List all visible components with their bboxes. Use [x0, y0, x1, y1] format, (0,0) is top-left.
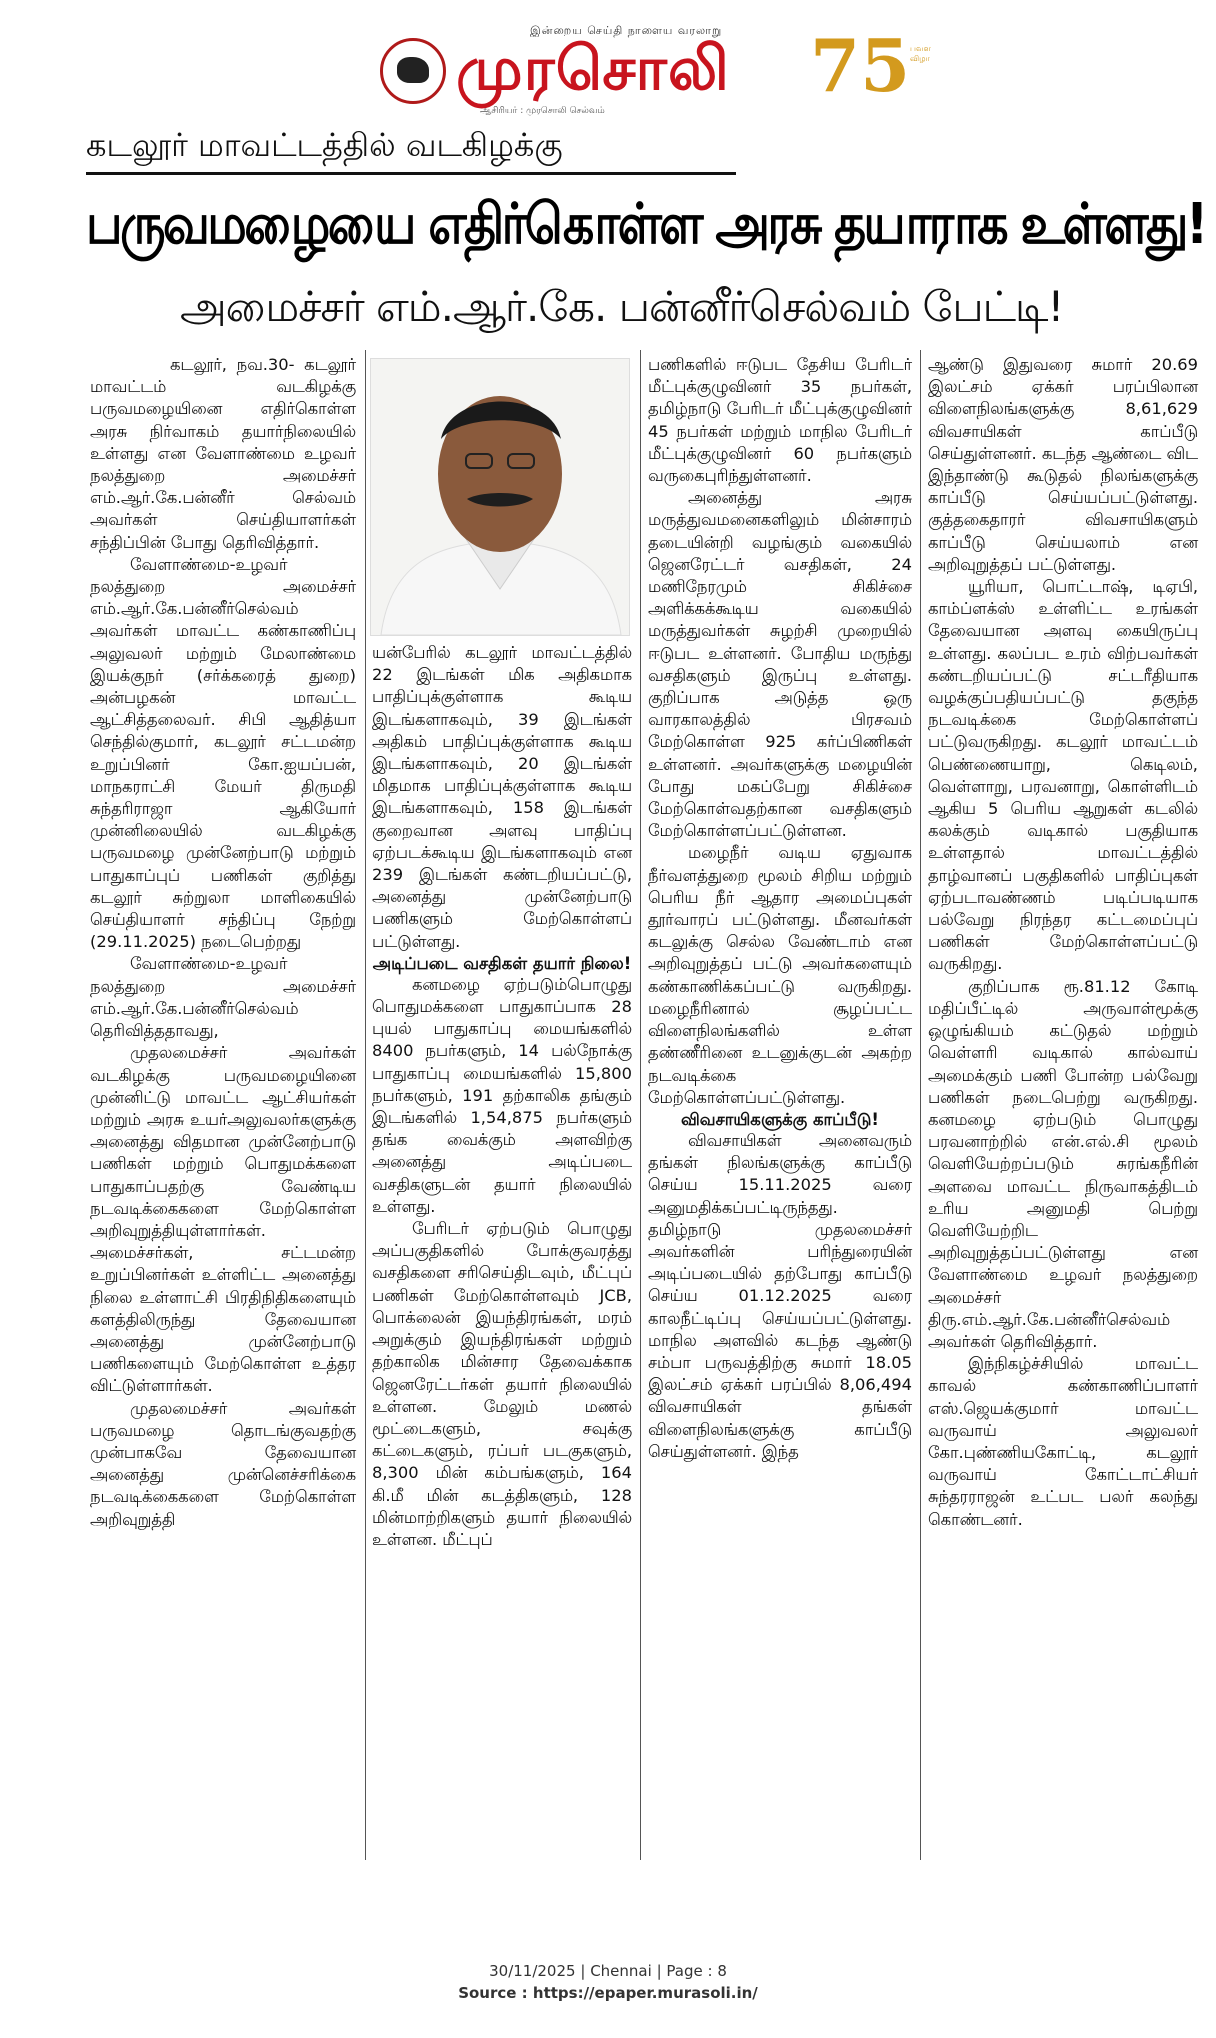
- column-divider: [640, 350, 641, 1860]
- portrait-photo-icon: [371, 359, 629, 635]
- article-column-3: [648, 354, 912, 1463]
- paragraph: மழைநீர் வடிய ஏதுவாக நீர்வளத்துறை மூலம் சிறிய மற்றும் பெரிய நீர் ஆதார அமைப்புகள் தூர்வாரப் பட்டுள்ளது. மீனவர்கள் கடலுக்கு செல்ல வேண்டாம் என அறிவுறுத்தப் பட்டு அவர்களையும் கண்காணிக்கப்பட்டு வருகிறது. மழைநீரினால் சூழப்பட்ட விளைநிலங்களில் உள்ள தண்ணீரினை உடனுக்குடன் அகற்ற நடவடிக்கை மேற்கொள்ளப்பட்டுள்ளது.: [648, 843, 912, 1107]
- paragraph: பேரிடர் ஏற்படும் பொழுது அப்பகுதிகளில் போக்குவரத்து வசதிகளை சரிசெய்திடவும், மீட்புப் பணிகள் மேற்கொள்ளவும் JCB, பொக்லைன் இயந்திரங்கள், மரம் அறுக்கும் இயந்திரங்கள் மற்றும் தற்காலிக மின்சார தேவைக்காக ஜெனரேட்டர்கள் தயார் நிலையில் உள்ளன. மேலும் மணல் மூட்டைகளும், சவுக்கு கட்டைகளும், ரப்பர் படகுகளும், 8,300 மின் கம்பங்களும், 164 கி.மீ மின் கடத்திகளும், 128 மின்மாற்றிகளும் தயார் நிலையில் உள்ளன. மீட்புப்: [372, 1219, 632, 1549]
- masthead-subtitle: ஆசிரியர் : முரசொலி செல்வம்: [480, 106, 605, 116]
- anniversary-number: 75: [810, 23, 911, 108]
- paragraph: வேளாண்மை-உழவர் நலத்துறை அமைச்சர் எம்.ஆர்.கே.பன்னீர்செல்வம் தெரிவித்ததாவது,: [90, 954, 356, 1041]
- masthead: [380, 22, 940, 114]
- section-subheading: விவசாயிகளுக்கு காப்பீடு!: [681, 1109, 879, 1129]
- paragraph: யூரியா, பொட்டாஷ், டிஏபி, காம்ப்ளக்ஸ் உள்ளிட்ட உரங்கள் தேவையான அளவு கையிருப்பு உள்ளது. கலப்பட உரம் விற்பவர்கள் கண்டறியப்பட்டு சட்டரீதியாக வழக்குப்பதியப்பட்டு தகுந்த நடவடிக்கை மேற்கொள்ளப் பட்டுவருகிறது. கடலூர் மாவட்டம் பெண்ணையாறு, கெடிலம், வெள்ளாறு, பரவனாறு, கொள்ளிடம் ஆகிய 5 பெரிய ஆறுகள் கடலில் கலக்கும் வடிகால் பகுதியாக உள்ளதால் மாவட்டத்தில் தாழ்வானப் பகுதிகளில் பாதிப்புகள் ஏற்படாவண்ணம் படிப்படியாக பல்வேறு நிரந்தர கட்டமைப்புப் பணிகள் மேற்கொள்ளப்பட்டு வருகிறது.: [928, 577, 1198, 974]
- article-column-1: [90, 354, 356, 1531]
- paragraph: அனைத்து அரசு மருத்துவமனைகளிலும் மின்சாரம் தடையின்றி வழங்கும் வகையில் ஜெனரேட்டர் வசதிகள், 24 மணிநேரமும் சிகிச்சை அளிக்கக்கூடிய வகையில் மருத்துவர்கள் சுழற்சி முறையில் ஈடுபட உள்ளனர். போதிய மருந்து வசதிகளும் இருப்பு உள்ளது. குறிப்பாக அடுத்த ஒரு வாரகாலத்தில் பிரசவம் மேற்கொள்ள 925 கர்ப்பிணிகள் உள்ளனர். அவர்களுக்கு மழையின் போது மகப்பேறு சிகிச்சை மேற்கொள்வதற்கான வசதிகளும் மேற்கொள்ளப்பட்டுள்ளன.: [648, 488, 912, 841]
- paragraph: யன்பேரில் கடலூர் மாவட்டத்தில் 22 இடங்கள் மிக அதிகமாக பாதிப்புக்குள்ளாக கூடிய இடங்களாகவும், 39 இடங்கள் அதிகம் பாதிப்புக்குள்ளாக கூடிய இடங்களாகவும், 20 இடங்கள் மிதமாக பாதிப்புக்குள்ளாக கூடிய இடங்களாகவும், 158 இடங்கள் குறைவான அளவு பாதிப்பு ஏற்படக்கூடிய இடங்களாகவும் என 239 இடங்கள் கண்டறியப்பட்டு, அனைத்து முன்னேற்பாடு பணிகளும் மேற்கொள்ளப் பட்டுள்ளது.: [372, 643, 632, 951]
- paragraph: கனமழை ஏற்படும்பொழுது பொதுமக்களை பாதுகாப்பாக 28 புயல் பாதுகாப்பு மையங்களில் 8400 நபர்களும், 14 பல்நோக்கு பாதுகாப்பு மையங்களில் 15,800 நபர்களும், 191 தற்காலிக தங்கும் இடங்களில் 1,54,875 நபர்களும் தங்க வைக்கும் அளவிற்கு அனைத்து அடிப்படை வசதிகளுடன் தயார் நிலையில் உள்ளது.: [372, 974, 632, 1216]
- party-seal-icon: [380, 38, 446, 104]
- paragraph: கடலூர், நவ.30- கடலூர் மாவட்டம் வடகிழக்கு பருவமழையினை எதிர்கொள்ள அரசு நிர்வாகம் தயார்நிலையில் உள்ளது என வேளாண்மை உழவர் நலத்துறை அமைச்சர் எம்.ஆர்.கே.பன்னீர் செல்வம் அவர்கள் செய்தியாளர்கள் சந்திப்பின் போது தெரிவித்தார்.: [90, 355, 356, 552]
- newspaper-title: முரசொலி: [456, 34, 730, 104]
- page-footer: [0, 1962, 1216, 1980]
- footer-separator: |: [580, 1962, 586, 1980]
- paragraph: ஆண்டு இதுவரை சுமார் 20.69 இலட்சம் ஏக்கர் பரப்பிலான விளைநிலங்களுக்கு 8,61,629 விவசாயிகள் காப்பீடு செய்துள்ளனர். கடந்த ஆண்டை விட இந்தாண்டு கூடுதல் நிலங்களுக்கு காப்பீடு செய்யப்பட்டுள்ளது. குத்தகைதாரர் விவசாயிகளும் காப்பீடு செய்யலாம் என அறிவுறுத்தப் பட்டுள்ளது.: [928, 355, 1198, 574]
- source-line: [0, 1984, 1216, 2002]
- footer-page: Page : 8: [666, 1962, 727, 1980]
- column-divider: [365, 350, 366, 1860]
- footer-date: 30/11/2025: [489, 1962, 576, 1980]
- paragraph: குறிப்பாக ரூ.81.12 கோடி மதிப்பீட்டில் அருவாள்மூக்கு ஒழுங்கியம் கட்டுதல் மற்றும் வெள்ளரி வடிகால் கால்வாய் அமைக்கும் பணி போன்ற பல்வேறு பணிகள் நடைபெற்று வருகிறது. கனமழை ஏற்படும் பொழுது பரவனாற்றில் என்.எல்.சி மூலம் வெளியேற்றப்படும் சுரங்கநீரின் அளவை மாவட்ட நிருவாகத்திடம் உரிய அனுமதி பெற்று வெளியேற்றிட அறிவுறுத்தப்பட்டுள்ளது என வேளாண்மை உழவர் நலத்துறை அமைச்சர் திரு.எம்.ஆர்.கே.பன்னீர்செல்வம் அவர்கள் தெரிவித்தார்.: [928, 976, 1198, 1351]
- article-column-4: [928, 354, 1198, 1531]
- footer-edition: Chennai: [590, 1962, 652, 1980]
- footer-separator: |: [656, 1962, 662, 1980]
- masthead-tagline: இன்றைய செய்தி நாளைய வரலாறு: [530, 24, 723, 37]
- paragraph: வேளாண்மை-உழவர் நலத்துறை அமைச்சர் எம்.ஆர்.கே.பன்னீர்செல்வம் அவர்கள் மாவட்ட கண்காணிப்பு அலுவலர் மற்றும் மேலாண்மை இயக்குநர் (சர்க்கரைத் துறை) அன்பழகன் மாவட்ட ஆட்சித்தலைவர். சிபி ஆதித்யா செந்தில்குமார், கடலூர் சட்டமன்ற உறுப்பினர் கோ.ஐயப்பன், மாநகராட்சி மேயர் திருமதி சுந்தரிராஜா ஆகியோர் முன்னிலையில் வடகிழக்கு பருவமழை முன்னேற்பாடு மற்றும் பாதுகாப்புப் பணிகள் குறித்து கடலூர் சுற்றுலா மாளிகையில் செய்தியாளர் சந்திப்பு நேற்று (29.11.2025) நடைபெற்றது: [90, 554, 356, 952]
- paragraph: முதலமைச்சர் அவர்கள் வடகிழக்கு பருவமழையினை முன்னிட்டு மாவட்ட ஆட்சியர்கள் மற்றும் அரசு உயர்அலுவலர்களுக்கு அனைத்து விதமான முன்னேற்பாடு பணிகள் மற்றும் பொதுமக்களை பாதுகாப்பதற்கு வேண்டிய நடவடிக்கைகளை மேற்கொள்ள அறிவுறுத்தியுள்ளார்கள். அமைச்சர்கள், சட்டமன்ற உறுப்பினர்கள் உள்ளிட்ட அனைத்து நிலை உள்ளாட்சி பிரதிநிதிகளையும் களத்திலிருந்து தேவையான அனைத்து முன்னேற்பாடு பணிகளையும் மேற்கொள்ள உத்தர விட்டுள்ளார்கள்.: [90, 1043, 356, 1396]
- section-subheading: அடிப்படை வசதிகள் தயார் நிலை!: [372, 953, 632, 973]
- paragraph: பணிகளில் ஈடுபட தேசிய பேரிடர் மீட்புக்குழுவினர் 35 நபர்கள், தமிழ்நாடு பேரிடர் மீட்புக்குழுவினர் 45 நபர்கள் மற்றும் மாநில பேரிடர் மீட்புக்குழுவினர் 60 நபர்களும் வருகைபுரிந்துள்ளனர்.: [648, 355, 912, 486]
- article-kicker: கடலூர் மாவட்டத்தில் வடகிழக்கு: [86, 126, 563, 164]
- paragraph: முதலமைச்சர் அவர்கள் பருவமழை தொடங்குவதற்கு முன்பாகவே தேவையான அனைத்து முன்னெச்சரிக்கை நடவடிக்கைகளை மேற்கொள்ள அறிவுறுத்தி: [90, 1398, 356, 1529]
- minister-photo: [370, 358, 630, 636]
- anniversary-note: பவள விழா: [910, 44, 931, 63]
- article-subhead: அமைச்சர் எம்.ஆர்.கே. பன்னீர்செல்வம் பேட்டி!: [180, 282, 1064, 331]
- article-column-2: [372, 642, 632, 1551]
- source-link[interactable]: Source : https://epaper.murasoli.in/: [458, 1984, 758, 2002]
- paragraph: விவசாயிகள் அனைவரும் தங்கள் நிலங்களுக்கு காப்பீடு செய்ய 15.11.2025 வரை அனுமதிக்கப்பட்டிருந்தது. தமிழ்நாடு முதலமைச்சர் அவர்களின் பரிந்துரையின் அடிப்படையில் தற்போது காப்பீடு செய்ய 01.12.2025 வரை காலநீட்டிப்பு செய்யப்பட்டுள்ளது. மாநில அளவில் கடந்த ஆண்டு சம்பா பருவத்திற்கு சுமார் 18.05 இலட்சம் ஏக்கர் பரப்பில் 8,06,494 விவசாயிகள் தங்கள் விளைநிலங்களுக்கு காப்பீடு செய்துள்ளனர். இந்த: [648, 1130, 912, 1461]
- article-headline: பருவமழையை எதிர்கொள்ள அரசு தயாராக உள்ளது!: [86, 192, 1206, 257]
- column-divider: [920, 350, 921, 1860]
- kicker-underline: [86, 172, 736, 175]
- paragraph: இந்நிகழ்ச்சியில் மாவட்ட காவல் கண்காணிப்பாளர் எஸ்.ஜெயக்குமார் மாவட்ட வருவாய் அலுவலர் கோ.புண்ணியகோட்டி, கடலூர் வருவாய் கோட்டாட்சியர் சுந்தரராஜன் உட்பட பலர் கலந்து கொண்டனர்.: [928, 1354, 1198, 1529]
